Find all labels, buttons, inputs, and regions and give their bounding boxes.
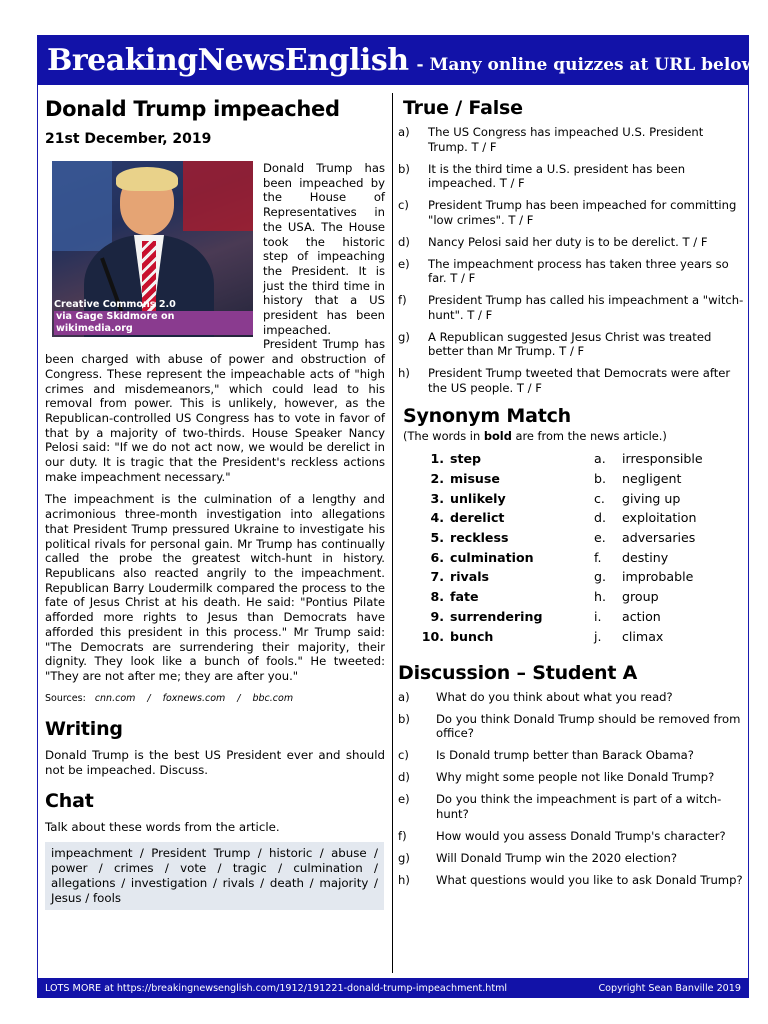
chat-intro: Talk about these words from the article. [45, 819, 280, 834]
question-text: Is Donald trump better than Barack Obama? [436, 748, 694, 763]
trump-photo [52, 161, 253, 337]
discussion-list [398, 690, 744, 888]
question-item [398, 162, 744, 191]
question-letter: a) [398, 125, 410, 139]
synonym-number: 3. [430, 490, 444, 506]
true-false-heading: True / False [403, 97, 523, 119]
source-link[interactable]: foxnews.com [162, 692, 226, 704]
writing-prompt: Donald Trump is the best US President ever and should not be impeached. Discuss. [45, 748, 385, 777]
synonym-definition: giving up [622, 490, 681, 506]
discussion-heading: Discussion – Student A [398, 661, 638, 684]
article-paragraph: The impeachment is the culmination of a lengthy and acrimonious three-month investigation into allegations that President Trump pressured Ukraine to investigate his political rivals for personal gain. Mr Trump has continually called the probe the greatest witch-hunt in history. Republicans also reacted angrily to the impeachment. Republican Barry Loudermilk compared the process to the fate of Jesus Christ at his death. He said: "Pontius Pilate afforded more rights to Jesus than Democrats have afforded this president in this process." Mr Trump said: "The Democrats are surrendering their majority, their dignity. They look like a bunch of fools." He tweeted: "They are not after me; they are after you." [45, 492, 385, 683]
source-link[interactable]: cnn.com [94, 692, 136, 704]
question-letter: b) [398, 711, 410, 726]
synonym-letter: c. [594, 490, 605, 506]
question-item [398, 792, 744, 821]
synonym-word: step [450, 451, 482, 467]
question-text: The impeachment process has taken three years so far. T / F [428, 256, 729, 285]
synonym-row [398, 528, 744, 548]
synonym-row [398, 547, 744, 567]
question-letter: f) [398, 293, 407, 307]
question-letter: a) [398, 689, 410, 704]
synonym-row [398, 587, 744, 607]
article-title: Donald Trump impeached [45, 97, 340, 121]
synonym-word: rivals [450, 569, 490, 585]
question-text: How would you assess Donald Trump's character? [436, 828, 726, 843]
question-item [398, 198, 744, 227]
question-letter: g) [398, 329, 410, 344]
question-letter: d) [398, 770, 410, 785]
synonym-letter: e. [594, 530, 606, 546]
question-text: What do you think about what you read? [436, 689, 673, 704]
left-column [45, 97, 385, 910]
question-text: It is the third time a U.S. president has been impeached. T / F [428, 161, 686, 190]
footer-copyright: Copyright Sean Banville 2019 [598, 982, 741, 994]
article-body [45, 161, 385, 706]
synonym-number: 4. [430, 510, 444, 526]
question-text: Will Donald Trump win the 2020 election? [436, 850, 677, 865]
question-letter: h) [398, 872, 410, 887]
writing-heading: Writing [45, 718, 123, 741]
synonym-word: surrendering [450, 608, 543, 624]
question-letter: g) [398, 850, 410, 865]
synonym-table [398, 449, 744, 646]
question-item [398, 293, 744, 322]
synonym-definition: climax [622, 628, 664, 644]
synonym-definition: exploitation [622, 510, 697, 526]
question-item [398, 873, 744, 888]
synonym-row [398, 449, 744, 469]
chat-word-box: impeachment / President Trump / historic / abuse / power / crimes / vote / tragic / culmination / allegations / investigation / rivals / death / majority / Jesus / fools [45, 842, 384, 910]
chat-heading: Chat [45, 789, 94, 812]
synonym-word: unlikely [450, 490, 506, 506]
synonym-row [398, 567, 744, 587]
site-tagline: - Many online quizzes at URL below [416, 55, 757, 75]
synonym-letter: h. [594, 589, 606, 605]
synonym-row [398, 607, 744, 627]
synonym-definition: improbable [622, 569, 694, 585]
synonym-letter: b. [594, 471, 606, 487]
question-letter: c) [398, 748, 409, 763]
question-letter: d) [398, 234, 410, 249]
synonym-heading: Synonym Match [403, 405, 571, 427]
synonym-word: bunch [450, 628, 494, 644]
site-brand: BreakingNewsEnglish [47, 43, 409, 78]
synonym-letter: i. [594, 608, 602, 624]
question-item [398, 712, 744, 741]
synonym-row [398, 488, 744, 508]
question-item [398, 829, 744, 844]
question-letter: f) [398, 828, 407, 843]
footer-url[interactable]: LOTS MORE at https://breakingnewsenglish.com/1912/191221-donald-trump-impeachment.html [45, 982, 508, 994]
question-text: President Trump has called his impeachment a "witch-hunt". T / F [428, 293, 744, 322]
synonym-definition: destiny [622, 549, 669, 565]
synonym-number: 7. [430, 569, 444, 585]
true-false-list [398, 125, 744, 395]
synonym-letter: f. [594, 549, 602, 565]
synonym-word: misuse [450, 471, 500, 487]
synonym-word: fate [450, 589, 479, 605]
question-letter: h) [398, 366, 410, 380]
question-item [398, 690, 744, 705]
photo-credit-line2: via Gage Skidmore on wikimedia.org [54, 311, 253, 335]
article-date: 21st December, 2019 [45, 131, 212, 147]
synonym-letter: j. [594, 628, 602, 644]
synonym-definition: action [622, 608, 661, 624]
question-text: Do you think Donald Trump should be removed from office? [436, 711, 741, 741]
synonym-definition: group [622, 589, 659, 605]
question-item [398, 748, 744, 763]
question-letter: e) [398, 792, 410, 807]
right-column [398, 97, 744, 895]
synonym-letter: a. [594, 451, 606, 467]
synonym-number: 8. [430, 589, 444, 605]
synonym-word: culmination [450, 549, 534, 565]
synonym-definition: negligent [622, 471, 682, 487]
question-item [398, 366, 744, 395]
synonym-number: 5. [430, 530, 444, 546]
question-text: The US Congress has impeached U.S. President Trump. T / F [428, 125, 704, 154]
synonym-row [398, 508, 744, 528]
synonym-definition: adversaries [622, 530, 696, 546]
sources-line: Sources: cnn.com / foxnews.com / bbc.com [45, 692, 294, 704]
question-text: Why might some people not like Donald Trump? [436, 770, 715, 785]
synonym-word: reckless [450, 530, 509, 546]
column-divider [392, 93, 393, 973]
question-text: Do you think the impeachment is part of a witch-hunt? [436, 792, 722, 821]
question-text: Nancy Pelosi said her duty is to be derelict. T / F [428, 234, 708, 249]
photo-credit-line1: Creative Commons 2.0 [54, 299, 176, 310]
synonym-word: derelict [450, 510, 505, 526]
question-text: A Republican suggested Jesus Christ was treated better than Mr Trump. T / F [428, 329, 712, 358]
question-text: President Trump tweeted that Democrats were after the US people. T / F [428, 366, 731, 395]
synonym-instructions: (The words in bold are from the news article.) [403, 429, 667, 443]
article-paragraph: Donald Trump has been impeached by the House of Representatives in the USA. The House took the historic step of impeaching the President. It is just the third time in history that a US president has been impeached. President Trump has been charged with abuse of power and obstruction of Congress. These represent the impeachable acts of "high crimes and misdemeanors," which could lead to his removal from power. This is unlikely, however, as the Republican-controlled US Congress has to vote in favor of that by a majority of two-thirds. House Speaker Nancy Pelosi said: "If we do not act now, we would be derelict in our duty. It is tragic that the President's reckless actions make impeachment necessary." [45, 161, 385, 484]
synonym-letter: g. [594, 569, 606, 585]
question-item [398, 235, 744, 250]
question-item [398, 770, 744, 785]
footer-bar [37, 978, 749, 998]
synonym-number: 9. [430, 608, 444, 624]
question-text: What questions would you like to ask Donald Trump? [436, 872, 743, 887]
question-letter: b) [398, 161, 410, 176]
synonym-number: 10. [421, 628, 444, 644]
synonym-definition: irresponsible [622, 451, 703, 467]
photo-credit [54, 299, 253, 335]
question-item [398, 257, 744, 286]
question-text: President Trump has been impeached for committing "low crimes". T / F [428, 198, 737, 227]
sources-label: Sources: [45, 692, 86, 704]
synonym-row [398, 626, 744, 646]
header-banner [37, 35, 757, 85]
synonym-number: 2. [430, 471, 444, 487]
synonym-row [398, 469, 744, 489]
synonym-letter: d. [594, 510, 606, 526]
question-item [398, 125, 744, 154]
question-item [398, 851, 744, 866]
source-link[interactable]: bbc.com [252, 692, 294, 704]
question-letter: c) [398, 198, 409, 212]
question-letter: e) [398, 256, 410, 271]
synonym-number: 6. [430, 549, 444, 565]
question-item [398, 330, 744, 359]
synonym-number: 1. [430, 451, 444, 467]
